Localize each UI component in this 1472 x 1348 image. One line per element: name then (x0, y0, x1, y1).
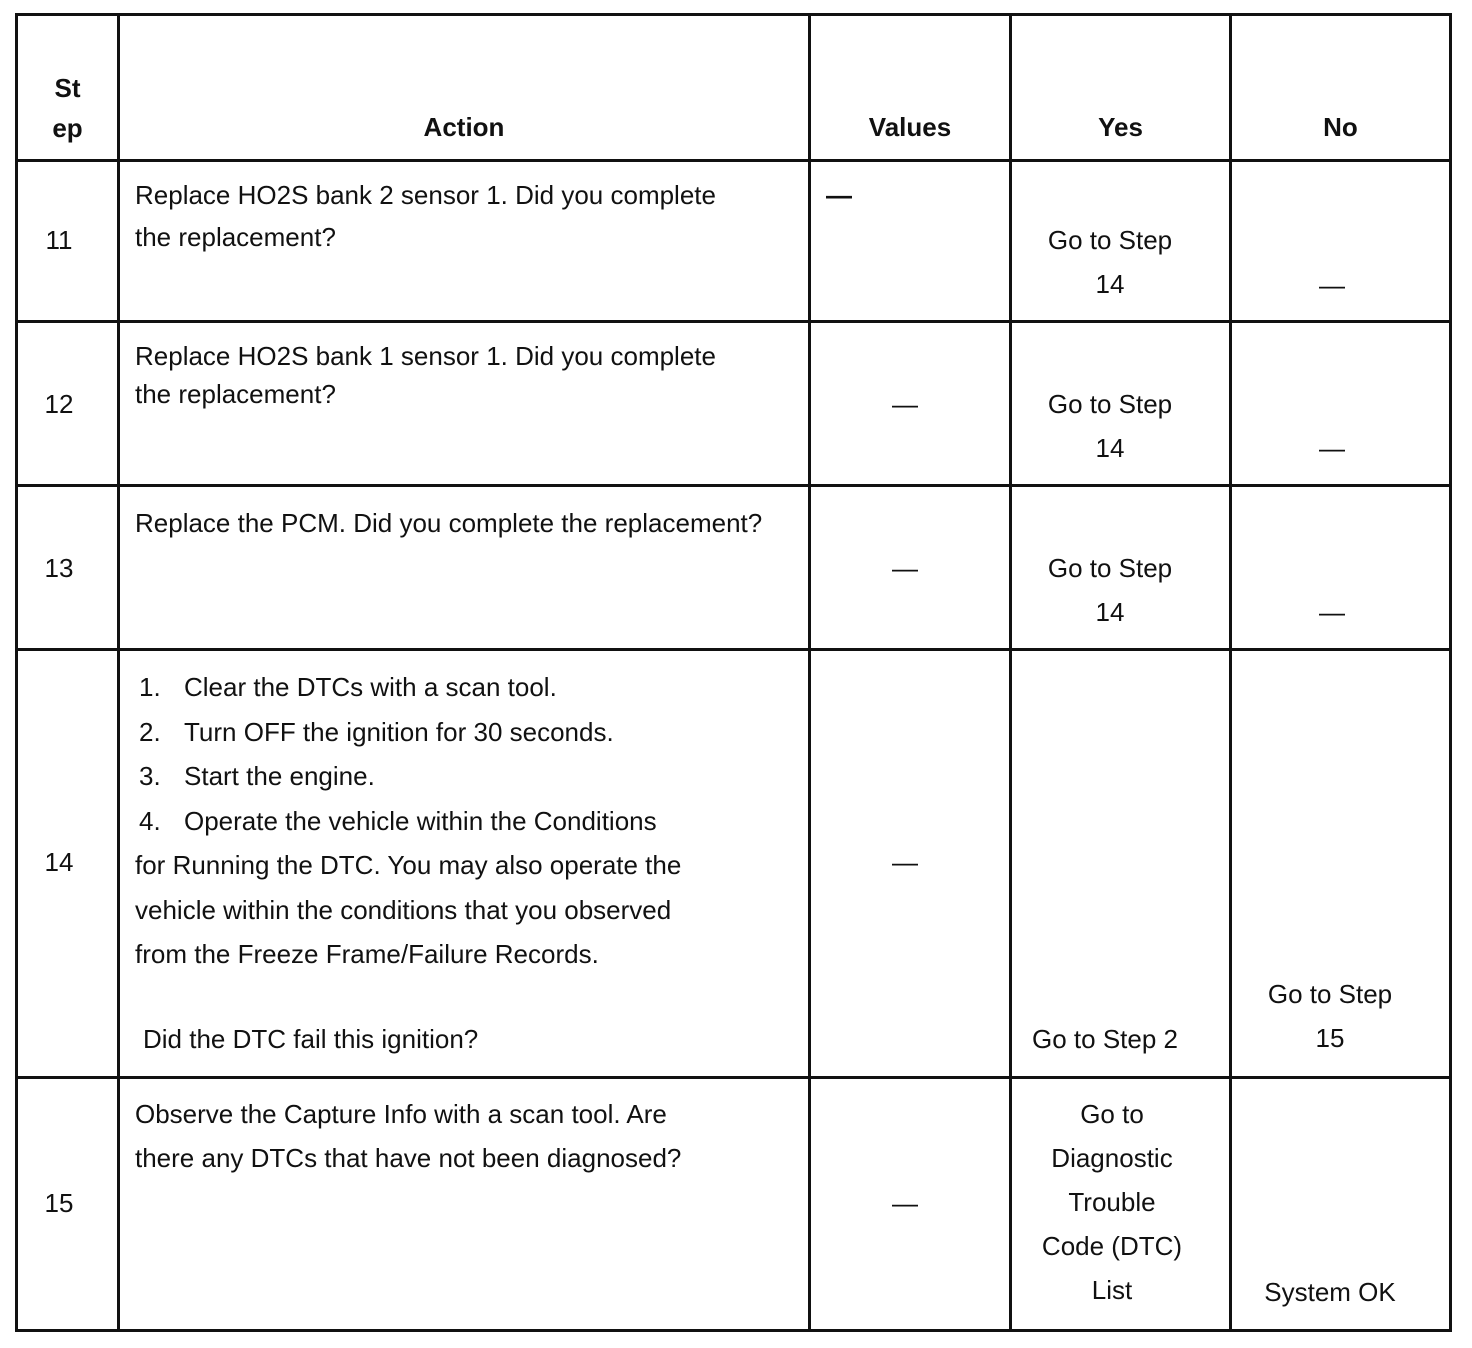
step-number: 13 (44, 553, 74, 583)
yes-line: Go to Step (1047, 389, 1173, 419)
yes-action (1012, 546, 1208, 634)
action-line: Replace HO2S bank 1 sensor 1. Did you complete (135, 341, 716, 371)
table-border-left (15, 13, 18, 1332)
row-divider (15, 648, 1452, 651)
column-divider (117, 13, 120, 1332)
row-divider (15, 320, 1452, 323)
yes-action (1012, 382, 1208, 470)
list-item (135, 754, 805, 799)
action-line: Observe the Capture Info with a scan tool. Are (135, 1099, 667, 1129)
action-text (135, 173, 805, 259)
step-number: 14 (44, 847, 74, 877)
action-line: the replacement? (135, 222, 336, 252)
yes-line: 14 (1095, 433, 1125, 463)
action-line: there any DTCs that have not been diagnosed? (135, 1143, 682, 1173)
list-text: Clear the DTCs with a scan tool. (184, 672, 557, 702)
list-text: Start the engine. (184, 761, 375, 791)
header-step (18, 68, 117, 148)
list-number: 3. (139, 761, 161, 791)
values-dash: — (826, 180, 852, 210)
yes-line: Diagnostic (1051, 1143, 1173, 1173)
action-line: Replace HO2S bank 2 sensor 1. Did you complete (135, 180, 716, 210)
yes-line: Go to Step (1047, 225, 1173, 255)
header-yes: Yes (1098, 112, 1143, 142)
action-text (135, 337, 805, 413)
values-dash: — (892, 553, 918, 583)
table-border-top (15, 13, 1452, 16)
column-divider (808, 13, 811, 1332)
list-item (135, 710, 805, 755)
header-step-line1: St (54, 73, 81, 103)
yes-line: 14 (1095, 597, 1125, 627)
step-number: 12 (44, 389, 74, 419)
yes-line: 14 (1095, 269, 1125, 299)
step-number: 15 (44, 1188, 74, 1218)
yes-line: Go to (1080, 1099, 1144, 1129)
no-line: Go to Step (1267, 979, 1393, 1009)
action-text (135, 1092, 805, 1180)
action-text (135, 665, 805, 977)
step-number: 11 (45, 225, 73, 255)
list-number: 2. (139, 716, 161, 747)
yes-line: Code (DTC) (1041, 1231, 1183, 1261)
column-divider (1229, 13, 1232, 1332)
action-line: from the Freeze Frame/Failure Records. (135, 939, 599, 969)
list-text: Operate the vehicle within the Conditions (184, 805, 657, 836)
values-dash: — (892, 847, 918, 877)
list-number: 4. (139, 805, 161, 836)
no-line: 15 (1315, 1023, 1345, 1053)
action-line: vehicle within the conditions that you observed (135, 894, 672, 925)
action-line: for Running the DTC. You may also operate the (135, 850, 682, 880)
action-line: the replacement? (135, 379, 336, 409)
list-item (135, 799, 805, 844)
list-text: Turn OFF the ignition for 30 seconds. (184, 716, 614, 747)
table-border-right (1449, 13, 1452, 1332)
header-step-line2: ep (52, 113, 83, 143)
no-action: — (1319, 433, 1345, 463)
action-text: Replace the PCM. Did you complete the replacement? (135, 508, 763, 538)
action-question: Did the DTC fail this ignition? (143, 1024, 479, 1054)
no-action (1232, 972, 1428, 1060)
yes-line: List (1091, 1275, 1133, 1305)
header-values: Values (868, 112, 952, 142)
header-divider (15, 159, 1452, 162)
yes-action (1012, 218, 1208, 306)
row-divider (15, 484, 1452, 487)
no-action: — (1319, 597, 1345, 627)
list-number: 1. (139, 672, 161, 702)
row-divider (15, 1076, 1452, 1079)
header-action: Action (423, 112, 505, 142)
yes-line: Go to Step (1047, 553, 1173, 583)
list-item (135, 665, 805, 710)
yes-action: Go to Step 2 (1032, 1024, 1178, 1054)
yes-line: Trouble (1068, 1187, 1156, 1217)
yes-action (1012, 1092, 1212, 1312)
table-border-bottom (15, 1329, 1452, 1332)
values-dash: — (892, 389, 918, 419)
no-action: System OK (1264, 1277, 1396, 1307)
values-dash: — (892, 1188, 918, 1218)
no-action: — (1319, 270, 1345, 300)
header-no: No (1323, 112, 1358, 142)
